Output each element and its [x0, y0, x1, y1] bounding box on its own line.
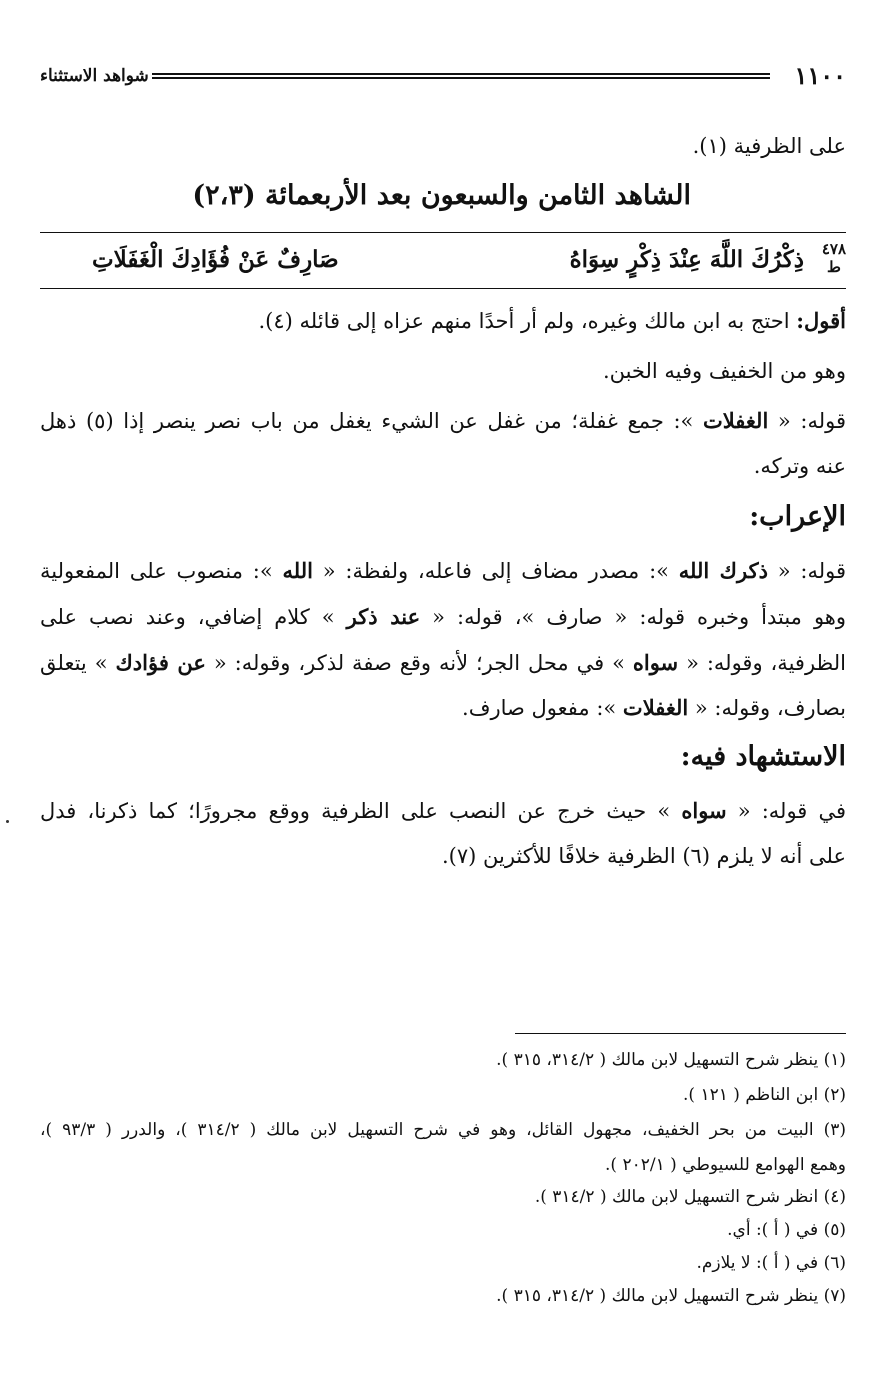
irab-line-1 [40, 555, 846, 587]
irab-term: الغفلات [622, 695, 689, 720]
verse-second-hemistich: صَارِفٌ عَنْ فُؤَادِكَ الْغَفَلَاتِ [92, 246, 339, 273]
footnote-2: (٢) ابن الناظم ( ١٢١ ). [683, 1085, 846, 1105]
verse-number-box [822, 240, 846, 276]
irab-text: »: منصوب على المفعولية [40, 559, 283, 583]
irab-heading: الإعراب: [749, 501, 846, 532]
istishhad-line-1 [40, 795, 846, 827]
gloss-text: قوله: « [768, 409, 847, 433]
footnote-5: (٥) في ( أ ): أي. [727, 1220, 846, 1240]
aqul-paragraph [40, 305, 846, 337]
irab-text: » في محل الجر؛ لأنه وقع صفة لذكر، وقوله: « [205, 651, 633, 675]
verse-bottom-rule [40, 288, 846, 289]
irab-text: »: مصدر مضاف إلى فاعله، ولفظة: « [312, 559, 679, 583]
irab-term: عن فؤادك [115, 650, 206, 675]
section-title: الشاهد الثامن والسبعون بعد الأربعمائة (٢،٣) [192, 180, 691, 211]
irab-text: »: مفعول صارف. [462, 696, 623, 720]
irab-line-2 [40, 601, 846, 633]
irab-line-4 [40, 692, 846, 724]
irab-text: » كلام إضافي، وعند نصب على [40, 605, 347, 629]
footnote-separator [515, 1033, 846, 1034]
istishhad-line-2: على أنه لا يلزم (٦) الظرفية خلافًا للأكثرين (٧). [441, 844, 846, 868]
footnote-1: (١) ينظر شرح التسهيل لابن مالك ( ٣١٤/٢، ٣١٥ ). [496, 1050, 846, 1070]
irab-term: الله [282, 558, 313, 583]
istishhad-term: سواه [681, 798, 727, 823]
gloss-line-2: عنه وتركه. [753, 454, 846, 478]
footnote-3-cont: وهمع الهوامع للسيوطي ( ٢٠٢/١ ). [605, 1155, 846, 1175]
istishhad-text: في قوله: « [726, 799, 846, 823]
margin-speck [6, 820, 9, 823]
page-number: ١١٠٠ [794, 61, 846, 90]
running-header [40, 62, 846, 90]
irab-line-3 [40, 647, 846, 679]
verse-top-rule [40, 232, 846, 233]
intro-line: على الظرفية (١). [692, 134, 846, 158]
irab-text: بصارف، وقوله: « [688, 696, 846, 720]
footnote-7: (٧) ينظر شرح التسهيل لابن مالك ( ٣١٤/٢، ٣١٥ ). [496, 1286, 846, 1306]
verse-number: ٤٧٨ [821, 240, 846, 258]
footnote-6: (٦) في ( أ ): لا يلازم. [696, 1253, 846, 1273]
irab-text: » يتعلق [40, 651, 116, 675]
aqul-text: احتج به ابن مالك وغيره، ولم أر أحدًا منهم عزاه إلى قائله (٤). [258, 309, 797, 333]
footnote-3: (٣) البيت من بحر الخفيف، مجهول القائل، وهو في شرح التسهيل لابن مالك ( ٣١٤/٢ )، والدرر ( ٩٣/٣ )، [40, 1120, 846, 1140]
gloss-text: »: جمع غفلة؛ من غفل عن الشيء يغفل من باب نصر ينصر إذا (٥) ذهل [40, 409, 703, 433]
verse-block [40, 240, 846, 280]
meter-mark: ط [826, 258, 841, 276]
gloss-line-1 [40, 405, 846, 437]
header-double-rule [152, 73, 770, 79]
footnote-4: (٤) انظر شرح التسهيل لابن مالك ( ٣١٤/٢ ). [534, 1187, 846, 1207]
meter-note: وهو من الخفيف وفيه الخبن. [602, 359, 846, 383]
irab-term: سواه [632, 650, 679, 675]
irab-term: عند ذكر [346, 604, 421, 629]
verse-first-hemistich: ذِكْرُكَ اللَّهَ عِنْدَ ذِكْرٍ سِوَاهُ [569, 246, 804, 273]
irab-text: وهو مبتدأ وخبره قوله: « صارف »، قوله: « [420, 605, 847, 629]
istishhad-text: » حيث خرج عن النصب على الظرفية ووقع مجرورًا؛ كما ذكرنا، فدل [40, 799, 682, 823]
irab-text: قوله: « [767, 559, 846, 583]
irab-term: ذكرك الله [678, 558, 768, 583]
aqul-lead: أقول: [796, 308, 846, 333]
irab-text: الظرفية، وقوله: « [678, 651, 846, 675]
istishhad-heading: الاستشهاد فيه: [680, 741, 846, 772]
running-title: شواهد الاستثناء [40, 66, 149, 86]
gloss-term: الغفلات [703, 408, 769, 433]
